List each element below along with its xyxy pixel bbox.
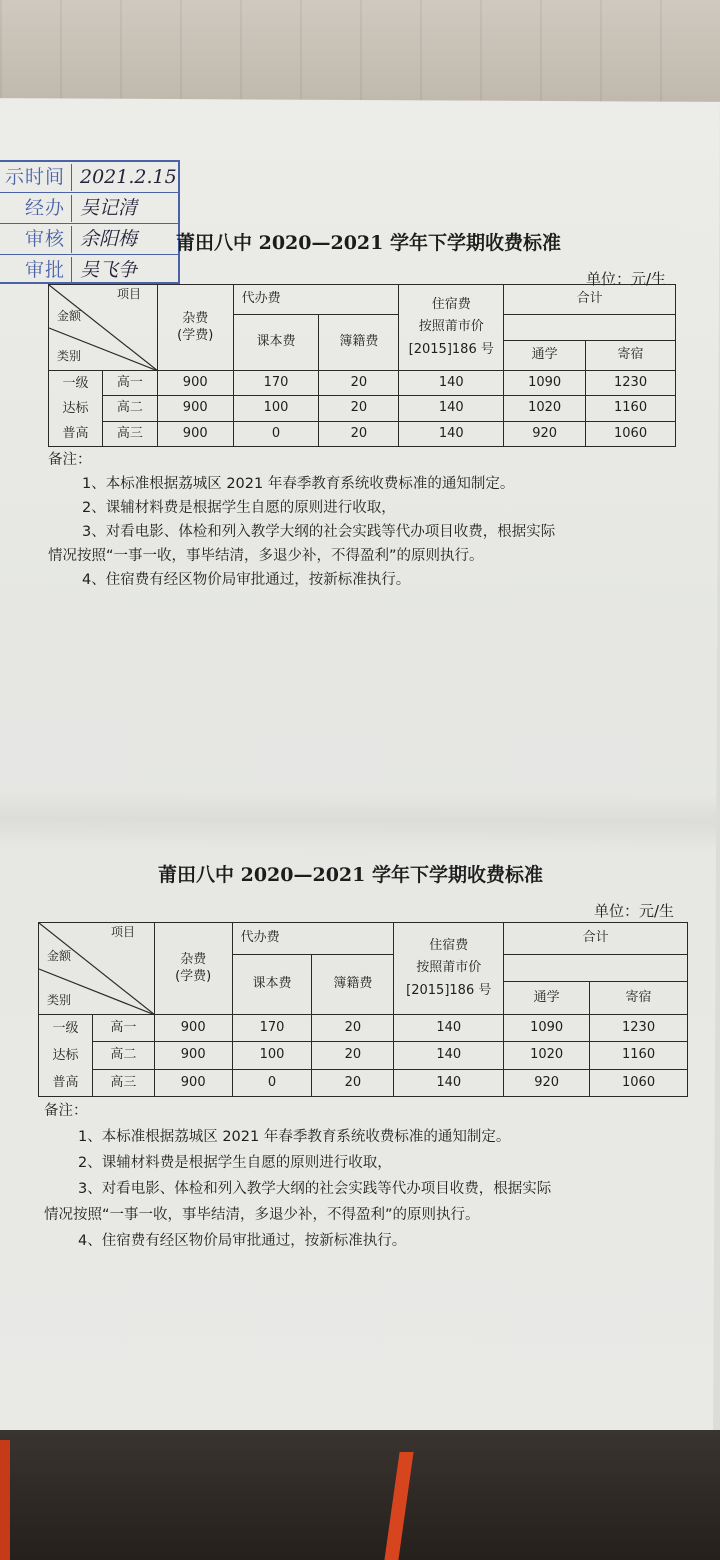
col-agency-header: 代办费 (232, 923, 394, 955)
table-row (49, 396, 676, 421)
misc-cell: 900 (154, 1069, 232, 1096)
board-total-cell: 1230 (590, 1015, 688, 1042)
stamp-handwriting: 吴飞争 (80, 259, 138, 281)
table-corner-cell (39, 923, 155, 1015)
stamp-handwriting: 吴记清 (80, 197, 138, 219)
stamp-row (0, 224, 180, 255)
lodging-cell: 140 (399, 371, 504, 396)
group-label: 一级 达标 普高 (49, 371, 103, 447)
textbook-cell: 170 (232, 1015, 312, 1042)
note-item-continuation: 情况按照“一事一收，事毕结清，多退少补，不得盈利”的原则执行。 (48, 548, 484, 564)
paper-fold (0, 788, 716, 852)
day-total-cell: 1090 (504, 371, 586, 396)
misc-cell: 900 (157, 371, 233, 396)
col-total-header: 合计 (504, 923, 688, 955)
textbook-cell: 170 (233, 371, 319, 396)
table-row (39, 1042, 688, 1069)
stamp-row (0, 255, 180, 286)
textbook-cell: 100 (233, 396, 319, 421)
fee-table (48, 284, 676, 447)
lodging-cell: 140 (399, 396, 504, 421)
table-row (49, 421, 676, 446)
col-register-header: 簿籍费 (319, 315, 399, 371)
corner-amount-label: 金额 (57, 309, 82, 323)
floor-background (0, 1430, 720, 1560)
lodging-cell: 140 (394, 1015, 504, 1042)
register-cell: 20 (319, 421, 399, 446)
col-board-header: 寄宿 (586, 341, 676, 371)
note-item: 3、对看电影、体检和列入教学大纲的社会实践等代办项目收费，根据实际 (82, 524, 556, 540)
unit-label: 单位：元/生 (594, 902, 675, 920)
table-row (39, 1015, 688, 1042)
register-cell: 20 (312, 1015, 394, 1042)
note-item: 4、住宿费有经区物价局审批通过，按新标准执行。 (78, 1233, 407, 1249)
misc-cell: 900 (157, 396, 233, 421)
stamp-label: 示时间 (0, 164, 72, 191)
board-total-cell: 1060 (590, 1069, 688, 1096)
table-row (39, 1069, 688, 1096)
note-item: 2、课辅材料费是根据学生自愿的原则进行收取， (82, 500, 396, 516)
stamp-handwriting: 余阳梅 (80, 228, 138, 250)
note-item: 1、本标准根据荔城区 2021 年春季教育系统收费标准的通知制定。 (78, 1129, 511, 1145)
board-total-cell: 1060 (586, 421, 676, 446)
textbook-cell: 0 (232, 1069, 312, 1096)
note-item: 4、住宿费有经区物价局审批通过，按新标准执行。 (82, 572, 411, 588)
corner-amount-label: 金额 (47, 949, 72, 963)
register-cell: 20 (319, 396, 399, 421)
lodging-cell: 140 (394, 1069, 504, 1096)
corner-item-label: 项目 (111, 925, 136, 939)
table-row (49, 371, 676, 396)
corner-category-label: 类别 (47, 993, 72, 1007)
sheet-title: 莆田八中 2020—2021 学年下学期收费标准 (176, 232, 561, 254)
day-total-cell: 920 (504, 421, 586, 446)
board-total-cell: 1160 (586, 396, 676, 421)
notes-block (48, 448, 555, 592)
note-item-continuation: 情况按照“一事一收，事毕结清，多退少补，不得盈利”的原则执行。 (44, 1207, 480, 1223)
lodging-cell: 140 (394, 1042, 504, 1069)
board-total-cell: 1230 (586, 371, 676, 396)
sheet-title: 莆田八中 2020—2021 学年下学期收费标准 (158, 864, 543, 886)
grade-cell: 高一 (102, 371, 157, 396)
notes-heading: 备注： (44, 1103, 88, 1119)
notes-heading: 备注： (48, 452, 92, 468)
stamp-label: 经办 (0, 195, 72, 222)
register-cell: 20 (312, 1069, 394, 1096)
grade-cell: 高二 (102, 396, 157, 421)
misc-cell: 900 (157, 421, 233, 446)
textbook-cell: 100 (232, 1042, 312, 1069)
col-textbook-header: 课本费 (232, 955, 312, 1015)
grade-cell: 高三 (92, 1069, 154, 1096)
col-misc-header: 杂费 (学费) (154, 923, 232, 1015)
note-item: 2、课辅材料费是根据学生自愿的原则进行收取， (78, 1155, 392, 1171)
stamp-handwriting: 2021.2.15 (80, 166, 177, 188)
note-item: 3、对看电影、体检和列入教学大纲的社会实践等代办项目收费，根据实际 (78, 1181, 552, 1197)
approval-stamp (0, 160, 180, 284)
stamp-row (0, 193, 180, 224)
board-total-cell: 1160 (590, 1042, 688, 1069)
grade-cell: 高一 (92, 1015, 154, 1042)
day-total-cell: 1020 (504, 396, 586, 421)
stamp-label: 审批 (0, 257, 72, 284)
corner-category-label: 类别 (57, 349, 82, 363)
lodging-cell: 140 (399, 421, 504, 446)
unit-label: 单位：元/生 (586, 270, 667, 288)
col-register-header: 簿籍费 (312, 955, 394, 1015)
fee-table (38, 922, 688, 1097)
col-textbook-header: 课本费 (233, 315, 319, 371)
table-corner-cell (49, 285, 158, 371)
total-blank-cell (504, 955, 688, 982)
stamp-label: 审核 (0, 226, 72, 253)
misc-cell: 900 (154, 1042, 232, 1069)
col-total-header: 合计 (504, 285, 676, 315)
grade-cell: 高二 (92, 1042, 154, 1069)
notes-block (44, 1098, 551, 1254)
day-total-cell: 1090 (504, 1015, 590, 1042)
total-blank-cell (504, 315, 676, 341)
register-cell: 20 (319, 371, 399, 396)
col-lodging-header: 住宿费 按照莆市价 [2015]186 号 (394, 923, 504, 1015)
col-agency-header: 代办费 (233, 285, 399, 315)
floor-stripe (0, 1440, 10, 1560)
col-misc-header: 杂费 (学费) (157, 285, 233, 371)
corner-item-label: 项目 (117, 287, 142, 301)
group-label: 一级 达标 普高 (39, 1015, 93, 1097)
note-item: 1、本标准根据荔城区 2021 年春季教育系统收费标准的通知制定。 (82, 476, 515, 492)
misc-cell: 900 (154, 1015, 232, 1042)
col-day-header: 通学 (504, 982, 590, 1015)
col-board-header: 寄宿 (590, 982, 688, 1015)
day-total-cell: 1020 (504, 1042, 590, 1069)
stamp-row (0, 162, 180, 193)
textbook-cell: 0 (233, 421, 319, 446)
col-day-header: 通学 (504, 341, 586, 371)
col-lodging-header: 住宿费 按照莆市价 [2015]186 号 (399, 285, 504, 371)
day-total-cell: 920 (504, 1069, 590, 1096)
register-cell: 20 (312, 1042, 394, 1069)
grade-cell: 高三 (102, 421, 157, 446)
